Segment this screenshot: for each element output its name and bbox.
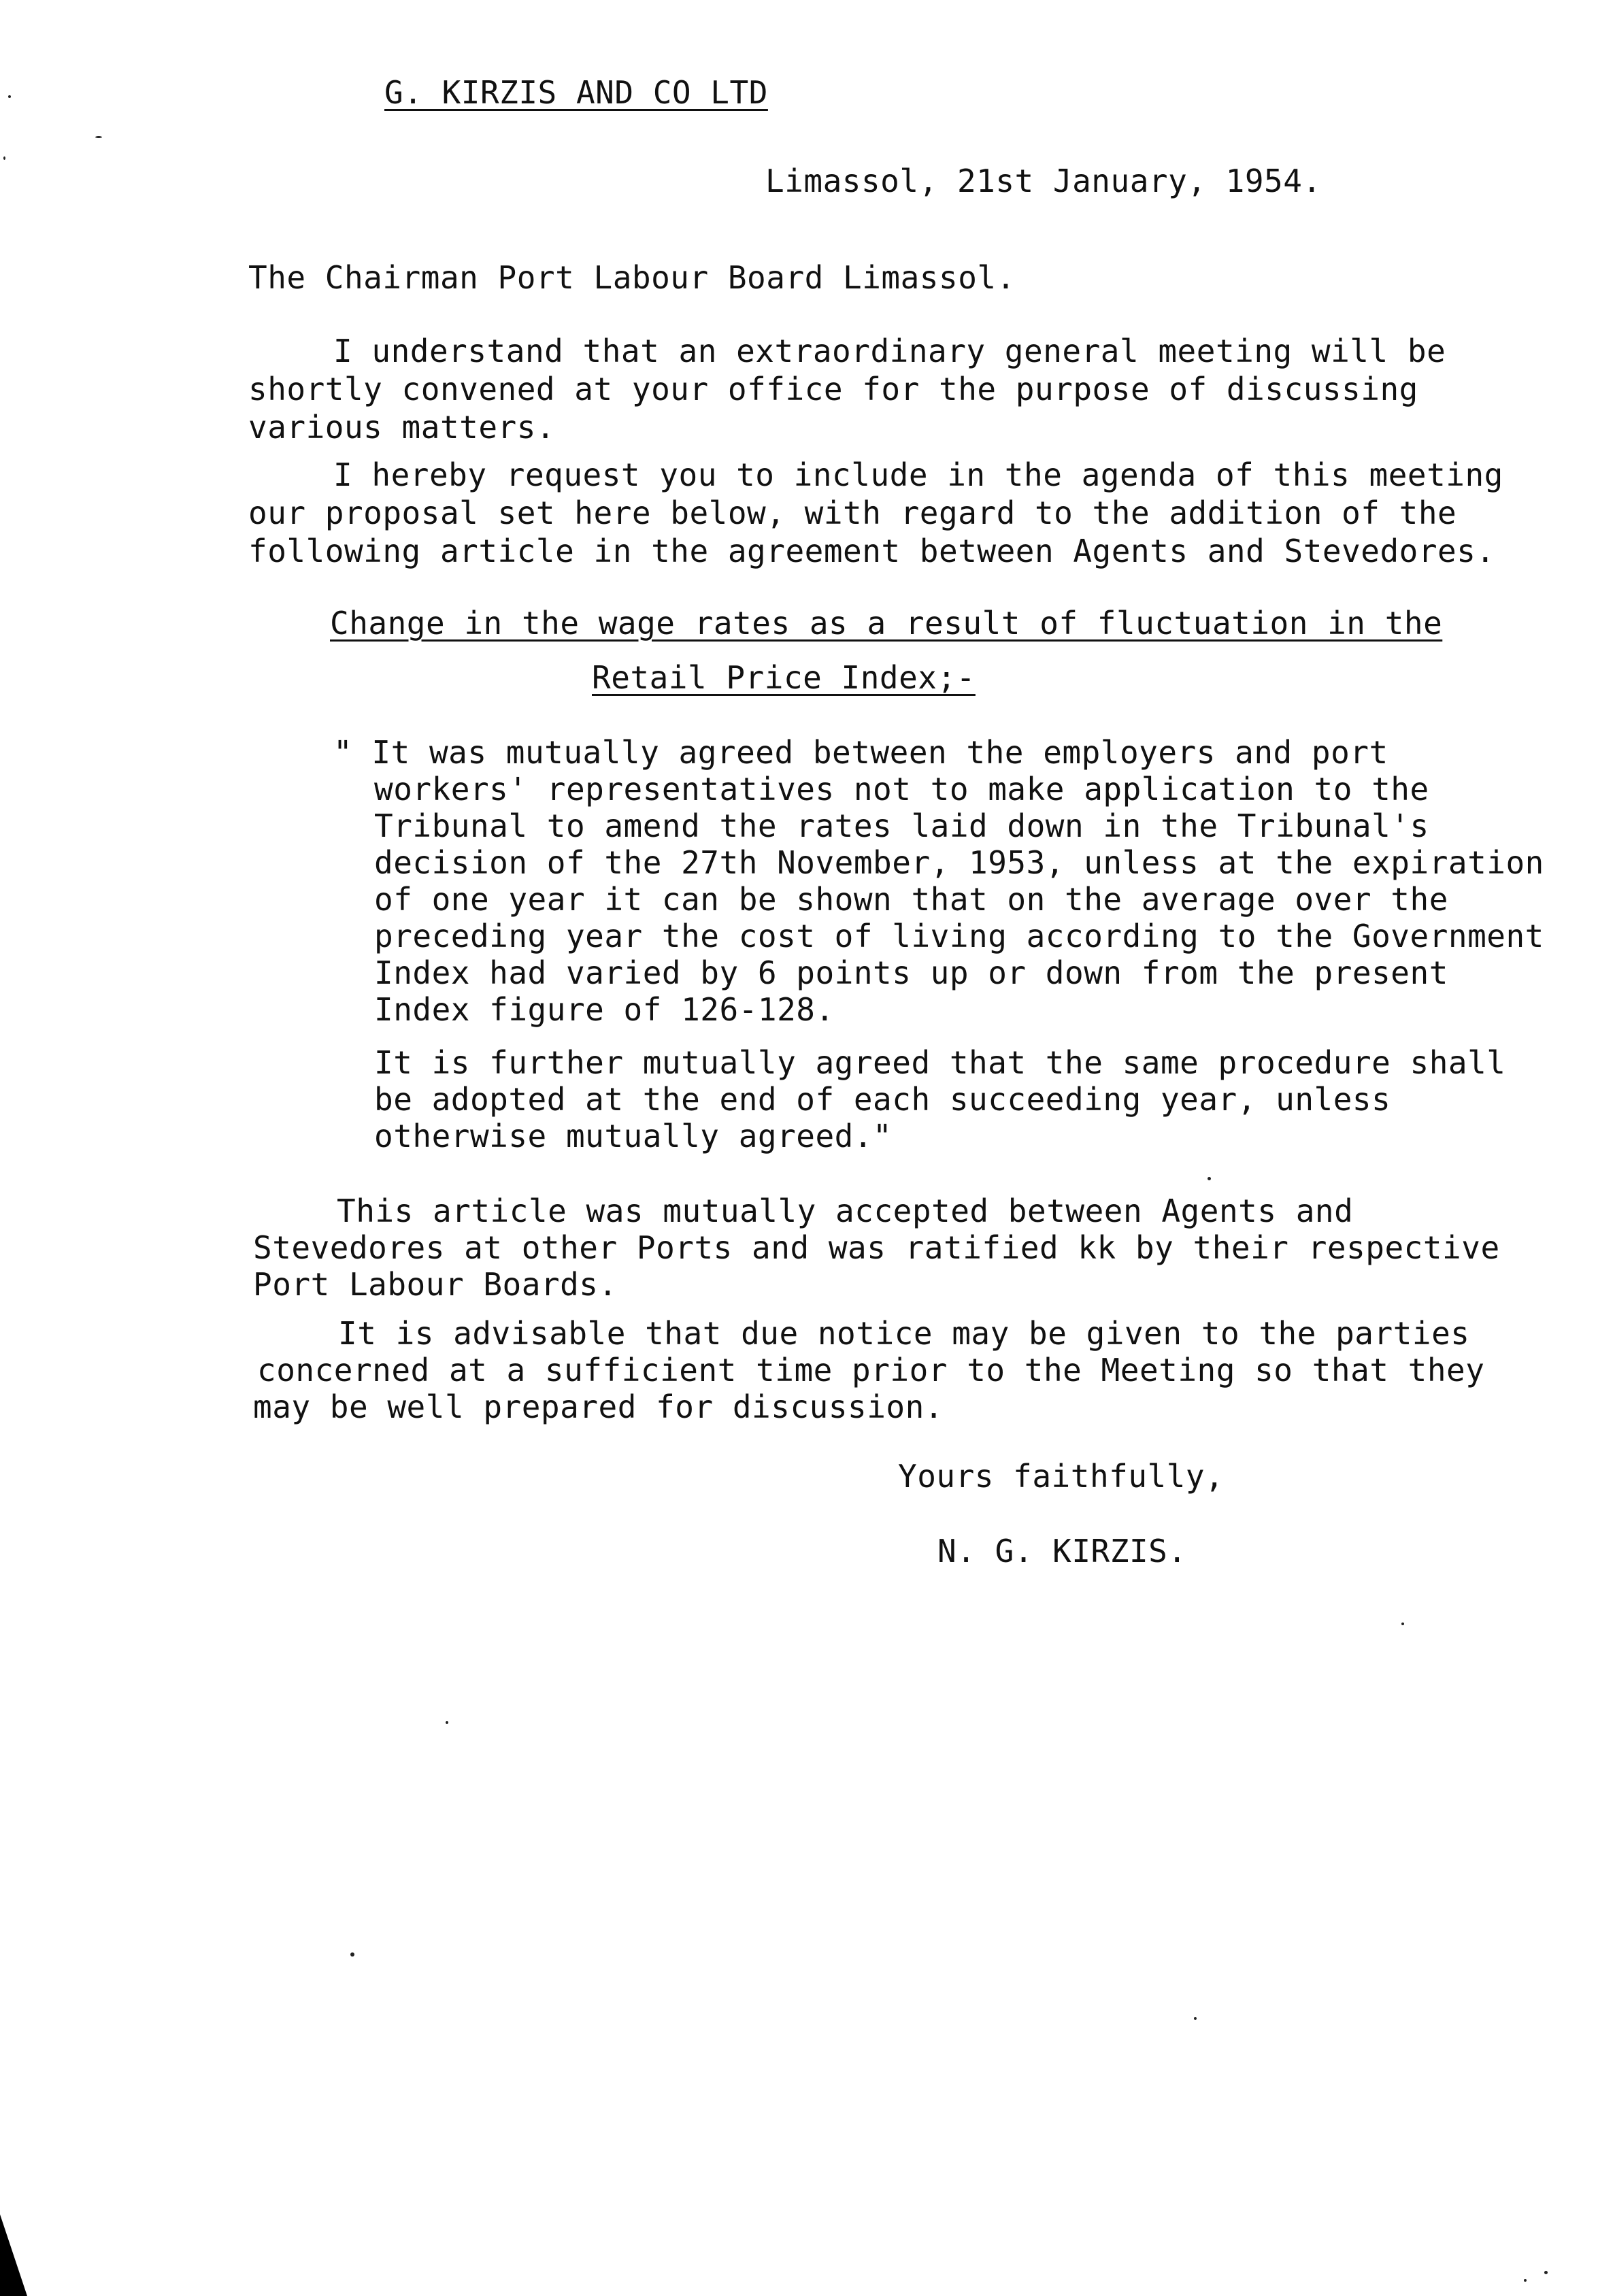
scan-speck xyxy=(1524,2279,1527,2282)
paragraph-line: shortly convened at your office for the purpose of discussing xyxy=(248,371,1418,407)
addressee: The Chairman Port Labour Board Limassol. xyxy=(248,259,1016,296)
subject-line: Change in the wage rates as a result of fluctuation in the xyxy=(330,605,1443,642)
scan-speck xyxy=(446,1721,448,1724)
paragraph-line: It is advisable that due notice may be given to the parties xyxy=(338,1315,1470,1352)
paragraph-line: our proposal set here below, with regard to the addition of the xyxy=(248,495,1457,531)
scan-speck xyxy=(1544,2271,1548,2274)
quote-line: Index figure of 126-128. xyxy=(374,991,835,1028)
paragraph-line: Stevedores at other Ports and was ratified kk by their respective xyxy=(253,1229,1500,1266)
scan-speck xyxy=(95,136,102,138)
scan-speck xyxy=(350,1952,354,1957)
quote-line: of one year it can be shown that on the average over the xyxy=(374,881,1448,918)
paragraph-line: following article in the agreement between Agents and Stevedores. xyxy=(248,533,1495,569)
quote-line: be adopted at the end of each succeeding year, unless xyxy=(374,1081,1391,1118)
paragraph-line: concerned at a sufficient time prior to the Meeting so that they xyxy=(257,1352,1485,1388)
scan-speck xyxy=(1401,1623,1404,1625)
quote-line: workers' representatives not to make application to the xyxy=(374,771,1429,808)
paragraph-line: I hereby request you to include in the agenda of this meeting xyxy=(333,456,1503,493)
quote-line: " It was mutually agreed between the employers and port xyxy=(333,734,1388,771)
paragraph-line: This article was mutually accepted between Agents and xyxy=(337,1193,1354,1229)
quote-line: decision of the 27th November, 1953, unless at the expiration xyxy=(374,844,1544,881)
quote-line: Tribunal to amend the rates laid down in the Tribunal's xyxy=(374,808,1429,844)
subject-line: Retail Price Index;- xyxy=(592,659,976,696)
paragraph-line: Port Labour Boards. xyxy=(253,1266,618,1303)
company-heading: G. KIRZIS AND CO LTD xyxy=(384,74,768,111)
quote-line: otherwise mutually agreed." xyxy=(374,1118,893,1154)
paragraph-line: various matters. xyxy=(248,409,556,446)
quote-line: Index had varied by 6 points up or down from the present xyxy=(374,954,1448,991)
quote-line: It is further mutually agreed that the same procedure shall xyxy=(374,1044,1506,1081)
place-date: Limassol, 21st January, 1954. xyxy=(765,163,1322,199)
paragraph-line: I understand that an extraordinary general meeting will be xyxy=(333,333,1446,369)
closing: Yours faithfully, xyxy=(898,1458,1225,1495)
scan-speck xyxy=(3,156,5,160)
scan-speck xyxy=(8,95,11,98)
scan-speck xyxy=(1194,2017,1197,2020)
signatory: N. G. KIRZIS. xyxy=(937,1533,1187,1569)
scan-corner-shadow xyxy=(0,2214,27,2296)
scan-speck xyxy=(1208,1177,1211,1180)
paragraph-line: may be well prepared for discussion. xyxy=(253,1388,944,1425)
quote-line: preceding year the cost of living according to the Government xyxy=(374,918,1544,954)
